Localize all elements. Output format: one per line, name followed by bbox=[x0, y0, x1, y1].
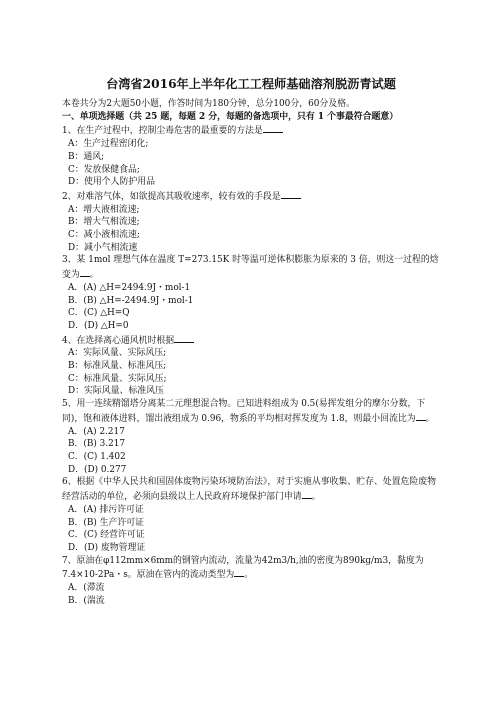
answer-blank bbox=[234, 567, 244, 577]
answer-blank bbox=[263, 123, 283, 133]
option-d: D：减小气相流速 bbox=[68, 242, 138, 253]
question-stem: 1、在生产过程中，控制尘毒危害的最重要的方法是 bbox=[62, 123, 440, 138]
answer-blank bbox=[302, 489, 312, 499]
option-d: D：实际风量、标准风压 bbox=[68, 386, 164, 397]
question-list bbox=[62, 123, 440, 607]
option-a: A：增大液相流速; bbox=[68, 204, 140, 215]
question-1 bbox=[62, 123, 440, 189]
option-a: A：生产过程密闭化; bbox=[68, 139, 149, 150]
option-b: B．(B) 生产许可证 bbox=[68, 517, 145, 528]
option-b: B．(B) △H=-2494.9J・mol-1 bbox=[68, 295, 194, 306]
option-b: B：通风; bbox=[68, 151, 105, 162]
option-c: C．(C) △H=Q bbox=[68, 308, 130, 319]
option-a: A．(A) 排污许可证 bbox=[68, 504, 144, 515]
option-a: A：实际风量、实际风压; bbox=[68, 348, 167, 359]
answer-blank bbox=[416, 411, 426, 421]
question-stem: 6、根据《中华人民共和国固体废物污染环境防治法》，对于实施从事收集、贮存、处置危险废物经营活动的单位，必须向县级以上人民政府环境保护部门申请 。 bbox=[62, 477, 436, 503]
question-7 bbox=[62, 555, 440, 608]
document-title: 台湾省2016年上半年化工工程师基础溶剂脱沥青试题 bbox=[106, 77, 396, 91]
option-c: C：减小液相流速; bbox=[68, 230, 140, 241]
question-stem: 7、原油在φ112mm×6mm的钢管内流动，流量为42m3/h,油的密度为890kg/m3，黏度为 7.4×10-2Pa・s。原油在管内的流动类型为 。 bbox=[62, 555, 424, 581]
option-d: D．(D) 0.277 bbox=[68, 464, 127, 475]
option-a: A．(A) 2.217 bbox=[68, 426, 125, 437]
option-c: C．(C) 1.402 bbox=[68, 451, 126, 462]
option-c: C：发放保健食品; bbox=[68, 164, 140, 175]
question-6 bbox=[62, 476, 440, 554]
question-5 bbox=[62, 398, 440, 476]
option-a: A．(A) △H=2494.9J・mol-1 bbox=[68, 282, 191, 293]
answer-blank bbox=[281, 189, 301, 199]
option-b: B：增大气相流速; bbox=[68, 217, 140, 228]
question-3 bbox=[62, 254, 440, 332]
question-stem: 5、用一连续精馏塔分离某二元理想混合物。已知进料组成为 0.5(易挥发组分的摩尔分数，下同)，饱和液体进料，馏出液组成为 0.96，物系的平均相对挥发度为 1.8，则最小回流比为 。 bbox=[62, 399, 435, 424]
answer-blank bbox=[80, 267, 90, 277]
question-stem: 2、对难溶气体，如欲提高其吸收速率，较有效的手段是 bbox=[62, 189, 440, 204]
document-page bbox=[62, 76, 440, 607]
option-a: A．(滞流 bbox=[68, 583, 105, 594]
option-b: B．(湍流 bbox=[68, 595, 105, 606]
option-b: B．(B) 3.217 bbox=[68, 439, 126, 450]
option-d: D．(D) 废物管理证 bbox=[68, 542, 146, 553]
option-d: D：使用个人防护用品 bbox=[68, 177, 155, 188]
section-heading: 一、单项选择题（共 25 题，每题 2 分，每题的备选项中，只有 1 个事最符合题意） bbox=[62, 111, 399, 122]
option-d: D．(D) △H=0 bbox=[68, 320, 129, 331]
question-stem: 4、在选择离心通风机时根据 bbox=[62, 333, 440, 348]
option-b: B：标准风量、标准风压; bbox=[68, 361, 167, 372]
exam-intro: 本卷共分为2大题50小题，作答时间为180分钟，总分100分，60分及格。 bbox=[62, 99, 355, 109]
option-c: C．(C) 经营许可证 bbox=[68, 530, 145, 541]
question-2 bbox=[62, 189, 440, 255]
option-c: C：标准风量、实际风压; bbox=[68, 373, 167, 384]
question-stem: 3、某 1mol 理想气体在温度 T=273.15K 时等温可逆体积膨胀为原来的 3 倍，则这一过程的焓变为 。 bbox=[62, 255, 439, 281]
question-4 bbox=[62, 333, 440, 399]
answer-blank bbox=[174, 333, 194, 343]
